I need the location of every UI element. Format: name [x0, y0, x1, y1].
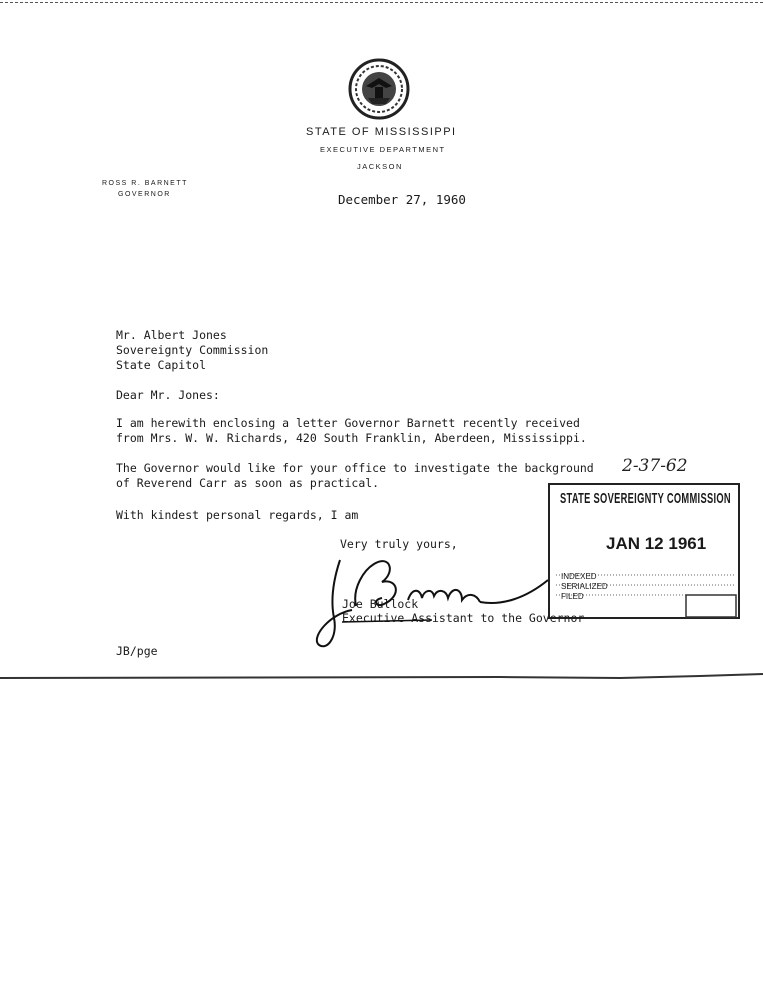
recipient-line: Mr. Albert Jones: [116, 328, 227, 342]
signer-name: Joe Bullock: [342, 597, 419, 611]
letter-date: December 27, 1960: [338, 192, 466, 207]
top-edge-line: [0, 2, 763, 3]
paragraph-request: [116, 461, 594, 491]
stamp-title: STATE SOVEREIGNTY COMMISSION: [560, 490, 731, 507]
paragraph-line: The Governor would like for your office to investigate the background: [116, 461, 594, 475]
recipient-line: State Capitol: [116, 358, 207, 372]
letterhead-city: JACKSON: [357, 162, 403, 171]
stamp-serialized: SERIALIZED: [561, 582, 608, 591]
typist-initials: JB/pge: [116, 644, 158, 658]
handwritten-annotation: 2-37-62: [622, 456, 688, 476]
signer-title: Executive Assistant to the Governor: [342, 611, 585, 625]
salutation: Dear Mr. Jones:: [116, 388, 220, 402]
governor-name: ROSS R. BARNETT: [102, 180, 188, 187]
recipient-address: [116, 328, 268, 373]
recipient-line: Sovereignty Commission: [116, 343, 269, 357]
stamp-date: JAN 12 1961: [606, 534, 707, 553]
governor-title: GOVERNOR: [118, 191, 171, 198]
state-seal-icon: [348, 58, 410, 120]
paragraph-line: I am herewith enclosing a letter Governor Barnett recently received: [116, 416, 580, 430]
paragraph-line: of Reverend Carr as soon as practical.: [116, 476, 380, 490]
letterhead-department: EXECUTIVE DEPARTMENT: [320, 145, 446, 154]
handwritten-signature: [312, 548, 557, 658]
paragraph-regards: With kindest personal regards, I am: [116, 508, 359, 522]
paragraph-line: from Mrs. W. W. Richards, 420 South Franklin, Aberdeen, Mississippi.: [116, 431, 587, 445]
bottom-edge-line: [0, 672, 763, 682]
stamp-filed: FILED: [561, 592, 584, 601]
letterhead-state: STATE OF MISSISSIPPI: [306, 126, 457, 138]
paragraph-enclosure: [116, 416, 587, 446]
stamp-indexed: INDEXED: [561, 572, 597, 581]
closing: Very truly yours,: [340, 537, 458, 551]
